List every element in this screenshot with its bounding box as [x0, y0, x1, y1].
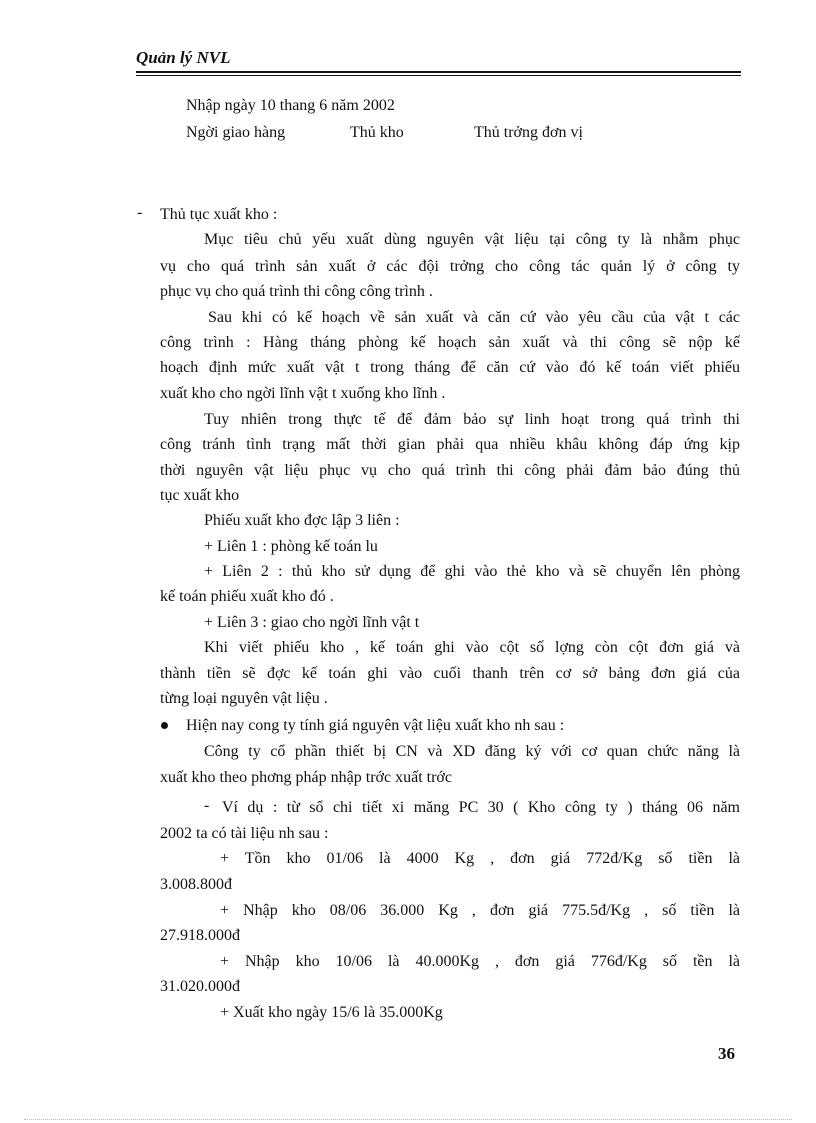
para4-line-3: từng loại nguyên vật liệu .	[160, 690, 328, 707]
para1-line-1: Mục tiêu chủ yếu xuất dùng nguyên vật liệu tại công ty là nhằm phục	[204, 231, 740, 248]
entry-2-line-1: + Nhập kho 08/06 36.000 Kg , đơn giá 775.5đ/Kg , số tiền là	[220, 902, 740, 919]
example-line-2: 2002 ta có tài liệu nh sau :	[160, 825, 329, 842]
section-title: Thủ tục xuất kho :	[160, 206, 278, 223]
para4-line-1: Khi viết phiếu kho , kế toán ghi vào cột số lợng còn cột đơn giá và	[204, 639, 740, 656]
bullet-dot-icon	[161, 722, 168, 729]
entry-1-line-2: 3.008.800đ	[160, 876, 232, 893]
copy-2-line-2: kế toán phiếu xuất kho đó .	[160, 588, 334, 605]
entry-3-line-2: 31.020.000đ	[160, 978, 240, 995]
para1-line-3: phục vụ cho quá trình thi công công trình .	[160, 283, 433, 300]
example-dash-marker: -	[204, 797, 210, 814]
para3-line-3: thời nguyên vật liệu phục vụ cho quá trình thi công phải đảm bảo đúng thủ	[160, 462, 740, 479]
copy-2-line-1: + Liên 2 : thủ kho sử dụng để ghi vào thẻ kho và sẽ chuyển lên phòng	[204, 563, 740, 580]
bullet-text: Hiện nay cong ty tính giá nguyên vật liệu xuất kho nh sau :	[186, 717, 565, 734]
para5-line-2: xuất kho theo phơng pháp nhập trớc xuất trớc	[160, 769, 452, 786]
header-rule-thick	[136, 71, 741, 73]
section-dash-marker: -	[137, 204, 143, 221]
para3-line-2: công tránh tình trạng mất thời gian phải qua nhiều khâu không đáp ứng kịp	[160, 436, 740, 453]
receipt-date-line: Nhập ngày 10 thang 6 năm 2002	[186, 97, 395, 114]
para2-line-2: công trình : Hàng tháng phòng kế hoạch sản xuất và thi công sẽ nộp kế	[160, 334, 740, 351]
para4-line-2: thành tiền sẽ đợc kế toán ghi vào cuối thanh trên cơ sở bảng đơn giá của	[160, 665, 740, 682]
entry-3-line-1: + Nhập kho 10/06 là 40.000Kg , đơn giá 776đ/Kg số tền là	[220, 953, 740, 970]
example-line-1: Ví dụ : từ sổ chi tiết xi măng PC 30 ( Kho công ty ) tháng 06 năm	[222, 799, 740, 816]
signature-head: Thủ trởng đơn vị	[474, 124, 583, 141]
copy-3: + Liên 3 : giao cho ngời lĩnh vật t	[204, 614, 420, 631]
copy-1: + Liên 1 : phòng kế toán lu	[204, 538, 378, 555]
entry-4-line-1: + Xuất kho ngày 15/6 là 35.000Kg	[220, 1004, 443, 1021]
header-rule-thin	[136, 75, 741, 76]
page-number: 36	[718, 1044, 735, 1063]
copies-intro: Phiếu xuất kho đợc lập 3 liên :	[204, 512, 400, 529]
signature-storekeeper: Thủ kho	[350, 124, 404, 141]
para2-line-1: Sau khi có kế hoạch về sản xuất và căn cứ vào yêu cầu của vật t các	[208, 309, 740, 326]
para3-line-1: Tuy nhiên trong thực tế để đảm bảo sự linh hoạt trong quá trình thi	[204, 411, 740, 428]
footer-dotted-border	[24, 1119, 792, 1120]
para2-line-4: xuất kho cho ngời lĩnh vật t xuống kho lĩnh .	[160, 385, 446, 402]
para5-line-1: Công ty cổ phần thiết bị CN và XD đăng ký với cơ quan chức năng là	[204, 743, 740, 760]
entry-2-line-2: 27.918.000đ	[160, 927, 240, 944]
para3-line-4: tục xuất kho	[160, 487, 240, 504]
entry-1-line-1: + Tồn kho 01/06 là 4000 Kg , đơn giá 772đ/Kg số tiền là	[220, 850, 740, 867]
running-header-title: Quản lý NVL	[136, 48, 231, 67]
signature-deliverer: Ngời giao hàng	[186, 124, 286, 141]
para1-line-2: vụ cho quá trình sản xuất ở các đội trởng cho công tác quản lý ở công ty	[160, 258, 740, 275]
para2-line-3: hoạch định mức xuất vật t trong tháng để căn cứ vào đó kế toán viết phiếu	[160, 359, 740, 376]
